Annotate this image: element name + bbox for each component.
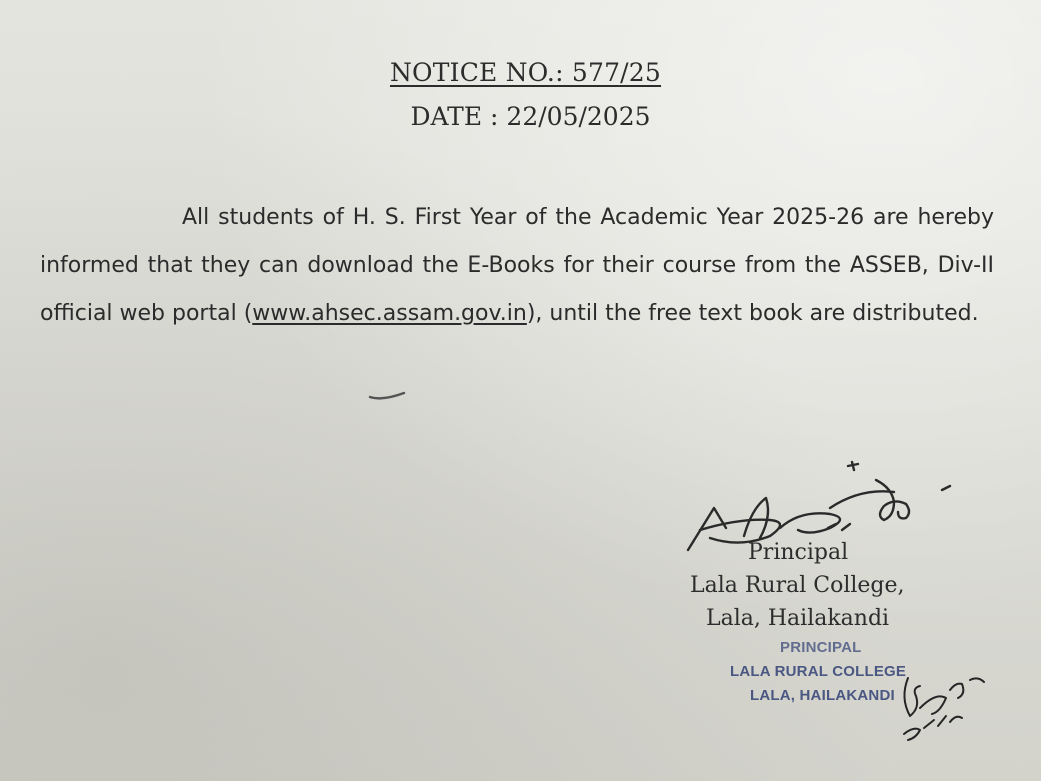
stamp-line-2: LALA RURAL COLLEGE — [730, 663, 907, 680]
signatory-institution: Lala Rural College, — [690, 573, 905, 598]
stamp-line-3: LALA, HAILAKANDI — [750, 687, 895, 704]
notice-date: DATE : 22/05/2025 — [410, 102, 651, 131]
signatory-title: Principal — [748, 540, 849, 565]
pen-mark — [368, 385, 408, 405]
notice-number — [0, 58, 1041, 87]
signatory-location: Lala, Hailakandi — [706, 606, 890, 631]
notice-body-text-end: ), until the free text book are distributed. — [526, 301, 979, 326]
notice-body-text-start: All students of H. S. First Year of the Academic Year 2025-26 are hereby informed that they can download the E-Books for their course from the ASSEB, Div-II official web portal ( — [40, 205, 994, 326]
signatory-block — [680, 536, 940, 635]
notice-body — [40, 194, 994, 338]
stamp-line-1: PRINCIPAL — [780, 639, 862, 656]
portal-link[interactable]: www.ahsec.assam.gov.in — [252, 301, 527, 326]
notice-number-text: NOTICE NO.: 577/25 — [389, 58, 662, 87]
stamp-initials — [890, 668, 990, 748]
